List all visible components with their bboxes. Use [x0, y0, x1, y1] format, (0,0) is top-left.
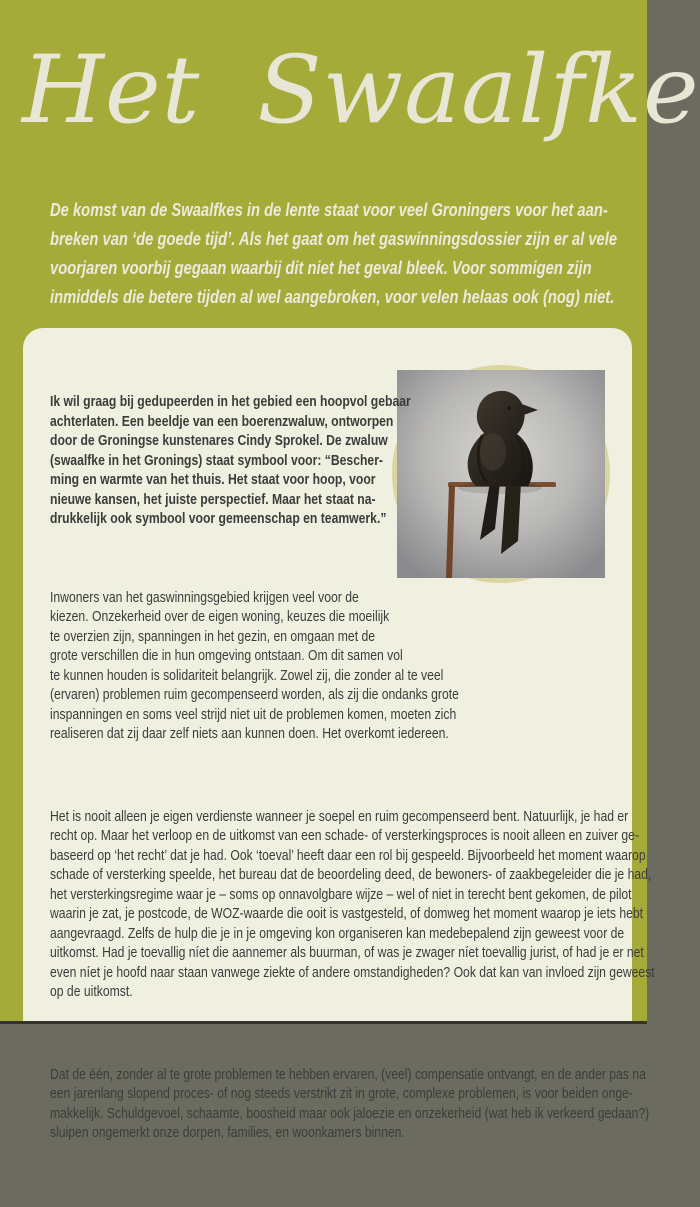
card-body: [50, 354, 655, 1207]
card-paragraph-4: Dat de één, zonder al te grote problemen te hebben ervaren, (veel) compensatie ontvangt, en de ander pas na een jarenlang slopend proces- of nog steeds verstrikt zit in grote, complexe problemen, is voor beiden onge- makkelijk. Schuldgevoel, schaamte, boosheid maar ook jaloezie en onzekerheid (wat heb ik verkeerd gedaan?) sluipen ongemerkt onze dorpen, families, en woonkamers binnen.: [50, 1066, 650, 1141]
card-paragraph-3: Het is nooit alleen je eigen verdienste wanneer je soepel en ruim gecompenseerd bent. Natuurlijk, je had er recht op. Maar het verloop en de uitkomst van een schade- of versterkingsproces is nooit alleen en zuiver ge- baseerd op ‘het recht’ dat je had. Ook ‘toeval’ heeft daar een rol bij gespeeld. Bijvoorbeeld het moment waarop schade of versterking speelde, het bureau dat de beoordeling deed, de bewoners- of zaakbegeleider die je had, het versterkingsregime waar je – soms op onnavolgbare wijze – wel of niet in terecht bent gekomen, de pilot waarin je zat, je postcode, de WOZ-waarde die ooit is vastgesteld, of domweg het moment waarop je iets hebt aangevraagd. Zelfs de hulp die je in je omgeving kon organiseren kan medebepalend zijn geweest voor de uitkomst. Had je toevallig níet die aannemer als buurman, of was je zwager níet toevallig jurist, of had je er net even níet je hoofd naar staan vanwege ziekte of andere omstandigheden? Ook dat kan van invloed zijn geweest op de uitkomst.: [50, 808, 655, 1000]
card-lead-paragraph: Ik wil graag bij gedupeerden in het gebied een hoopvol gebaar achterlaten. Een beeldje van een boerenzwaluw, ontworpen door de Groningse kunstenares Cindy Sprokel. De zwaluw (swaalfke in het Gronings) staat symbool voor: “Bescher- ming en warmte van het thuis. Het staat voor hoop, voor nieuwe kansen, het juiste perspectief. Maar het staat na- drukkelijk ook symbool voor gemeenschap en teamwerk.”: [50, 394, 411, 527]
card-paragraph-2: Inwoners van het gaswinningsgebied krijgen veel voor de kiezen. Onzekerheid over de eigen woning, keuzes die moeilijk te overzien zijn, spanningen in het gezin, en omgaan met de grote verschillen die in hun omgeving ontstaan. Om dit samen vol te kunnen houden is solidariteit belangrijk. Zowel zij, die zonder al te veel (ervaren) problemen ruim gecompenseerd worden, als zij die ondanks grote inspanningen en soms veel strijd niet uit de problemen komen, moeten zich realiseren dat zij daar zelf niets aan kunnen doen. Het overkomt iedereen.: [50, 589, 459, 742]
page-bottom-edge: [0, 1021, 647, 1024]
content-card: [23, 328, 655, 1141]
intro-paragraph: De komst van de Swaalfkes in de lente staat voor veel Groningers voor het aan- breken van ‘de goede tijd’. Als het gaat om het gaswinningsdossier zijn er al vele voorjaren voorbij gegaan waarbij dit niet het geval bleek. Voor sommigen zijn inmiddels die betere tijden al wel aangebroken, voor velen helaas ook (nog) niet.: [50, 200, 618, 307]
page-title: Het Swaalfke: [22, 36, 700, 145]
